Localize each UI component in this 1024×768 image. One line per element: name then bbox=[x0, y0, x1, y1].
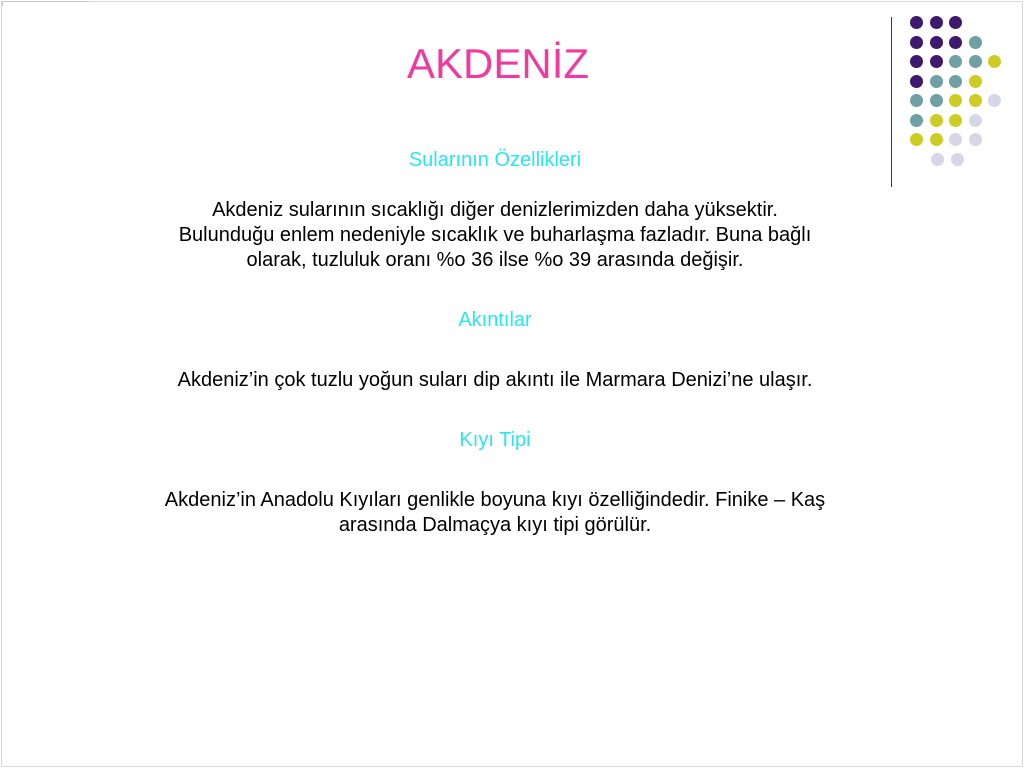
section-heading-coast-type: Kıyı Tipi bbox=[459, 429, 531, 451]
decorative-dot bbox=[910, 16, 923, 29]
decorative-dot bbox=[910, 114, 923, 127]
section-heading-currents: Akıntılar bbox=[458, 309, 532, 331]
decorative-dot bbox=[930, 75, 943, 88]
corner-thumbnail-mark bbox=[2, 1, 89, 6]
decorative-dot bbox=[969, 133, 982, 146]
slide-title: AKDENİZ bbox=[406, 40, 590, 87]
decorative-dot bbox=[930, 94, 943, 107]
decorative-dot bbox=[930, 55, 943, 68]
decorative-dot bbox=[969, 94, 982, 107]
decorative-dot bbox=[910, 36, 923, 49]
slide-body bbox=[60, 148, 930, 538]
decorative-dot bbox=[988, 55, 1001, 68]
decorative-dot bbox=[969, 36, 982, 49]
decorative-dot bbox=[931, 153, 944, 166]
decorative-dot bbox=[949, 133, 962, 146]
decorative-dot bbox=[949, 16, 962, 29]
decorative-dot bbox=[969, 55, 982, 68]
section-text-line: arasında Dalmaçya kıyı tipi görülür. bbox=[338, 514, 652, 536]
section-text-line: Akdeniz’in çok tuzlu yoğun suları dip akıntı ile Marmara Denizi’ne ulaşır. bbox=[177, 369, 813, 391]
decorative-dot bbox=[949, 75, 962, 88]
decorative-dot bbox=[949, 114, 962, 127]
section-text-line: Akdeniz’in Anadolu Kıyıları genlikle boyuna kıyı özelliğindedir. Finike – Kaş bbox=[164, 489, 826, 511]
decorative-dot bbox=[910, 55, 923, 68]
decorative-dot bbox=[951, 153, 964, 166]
decorative-dot bbox=[930, 36, 943, 49]
decorative-dot bbox=[949, 55, 962, 68]
decorative-dot bbox=[988, 94, 1001, 107]
decorative-dot bbox=[910, 133, 923, 146]
section-heading-water-properties: Sularının Özellikleri bbox=[408, 149, 582, 171]
decorative-dot bbox=[910, 75, 923, 88]
section-text-line: Akdeniz sularının sıcaklığı diğer denizlerimizden daha yüksektir. bbox=[212, 199, 778, 221]
section-text-line: olarak, tuzluluk oranı %o 36 ilse %o 39 arasında değişir. bbox=[246, 249, 744, 271]
section-text-line: Bulunduğu enlem nedeniyle sıcaklık ve buharlaşma fazladır. Buna bağlı bbox=[178, 224, 812, 246]
decorative-dot bbox=[949, 94, 962, 107]
decorative-dot bbox=[930, 133, 943, 146]
decorative-dot bbox=[910, 94, 923, 107]
decorative-dot bbox=[949, 36, 962, 49]
decorative-dot bbox=[930, 16, 943, 29]
decorative-dot bbox=[930, 114, 943, 127]
decorative-dot-grid bbox=[910, 16, 1005, 166]
decorative-dot bbox=[969, 114, 982, 127]
decorative-dot bbox=[969, 75, 982, 88]
